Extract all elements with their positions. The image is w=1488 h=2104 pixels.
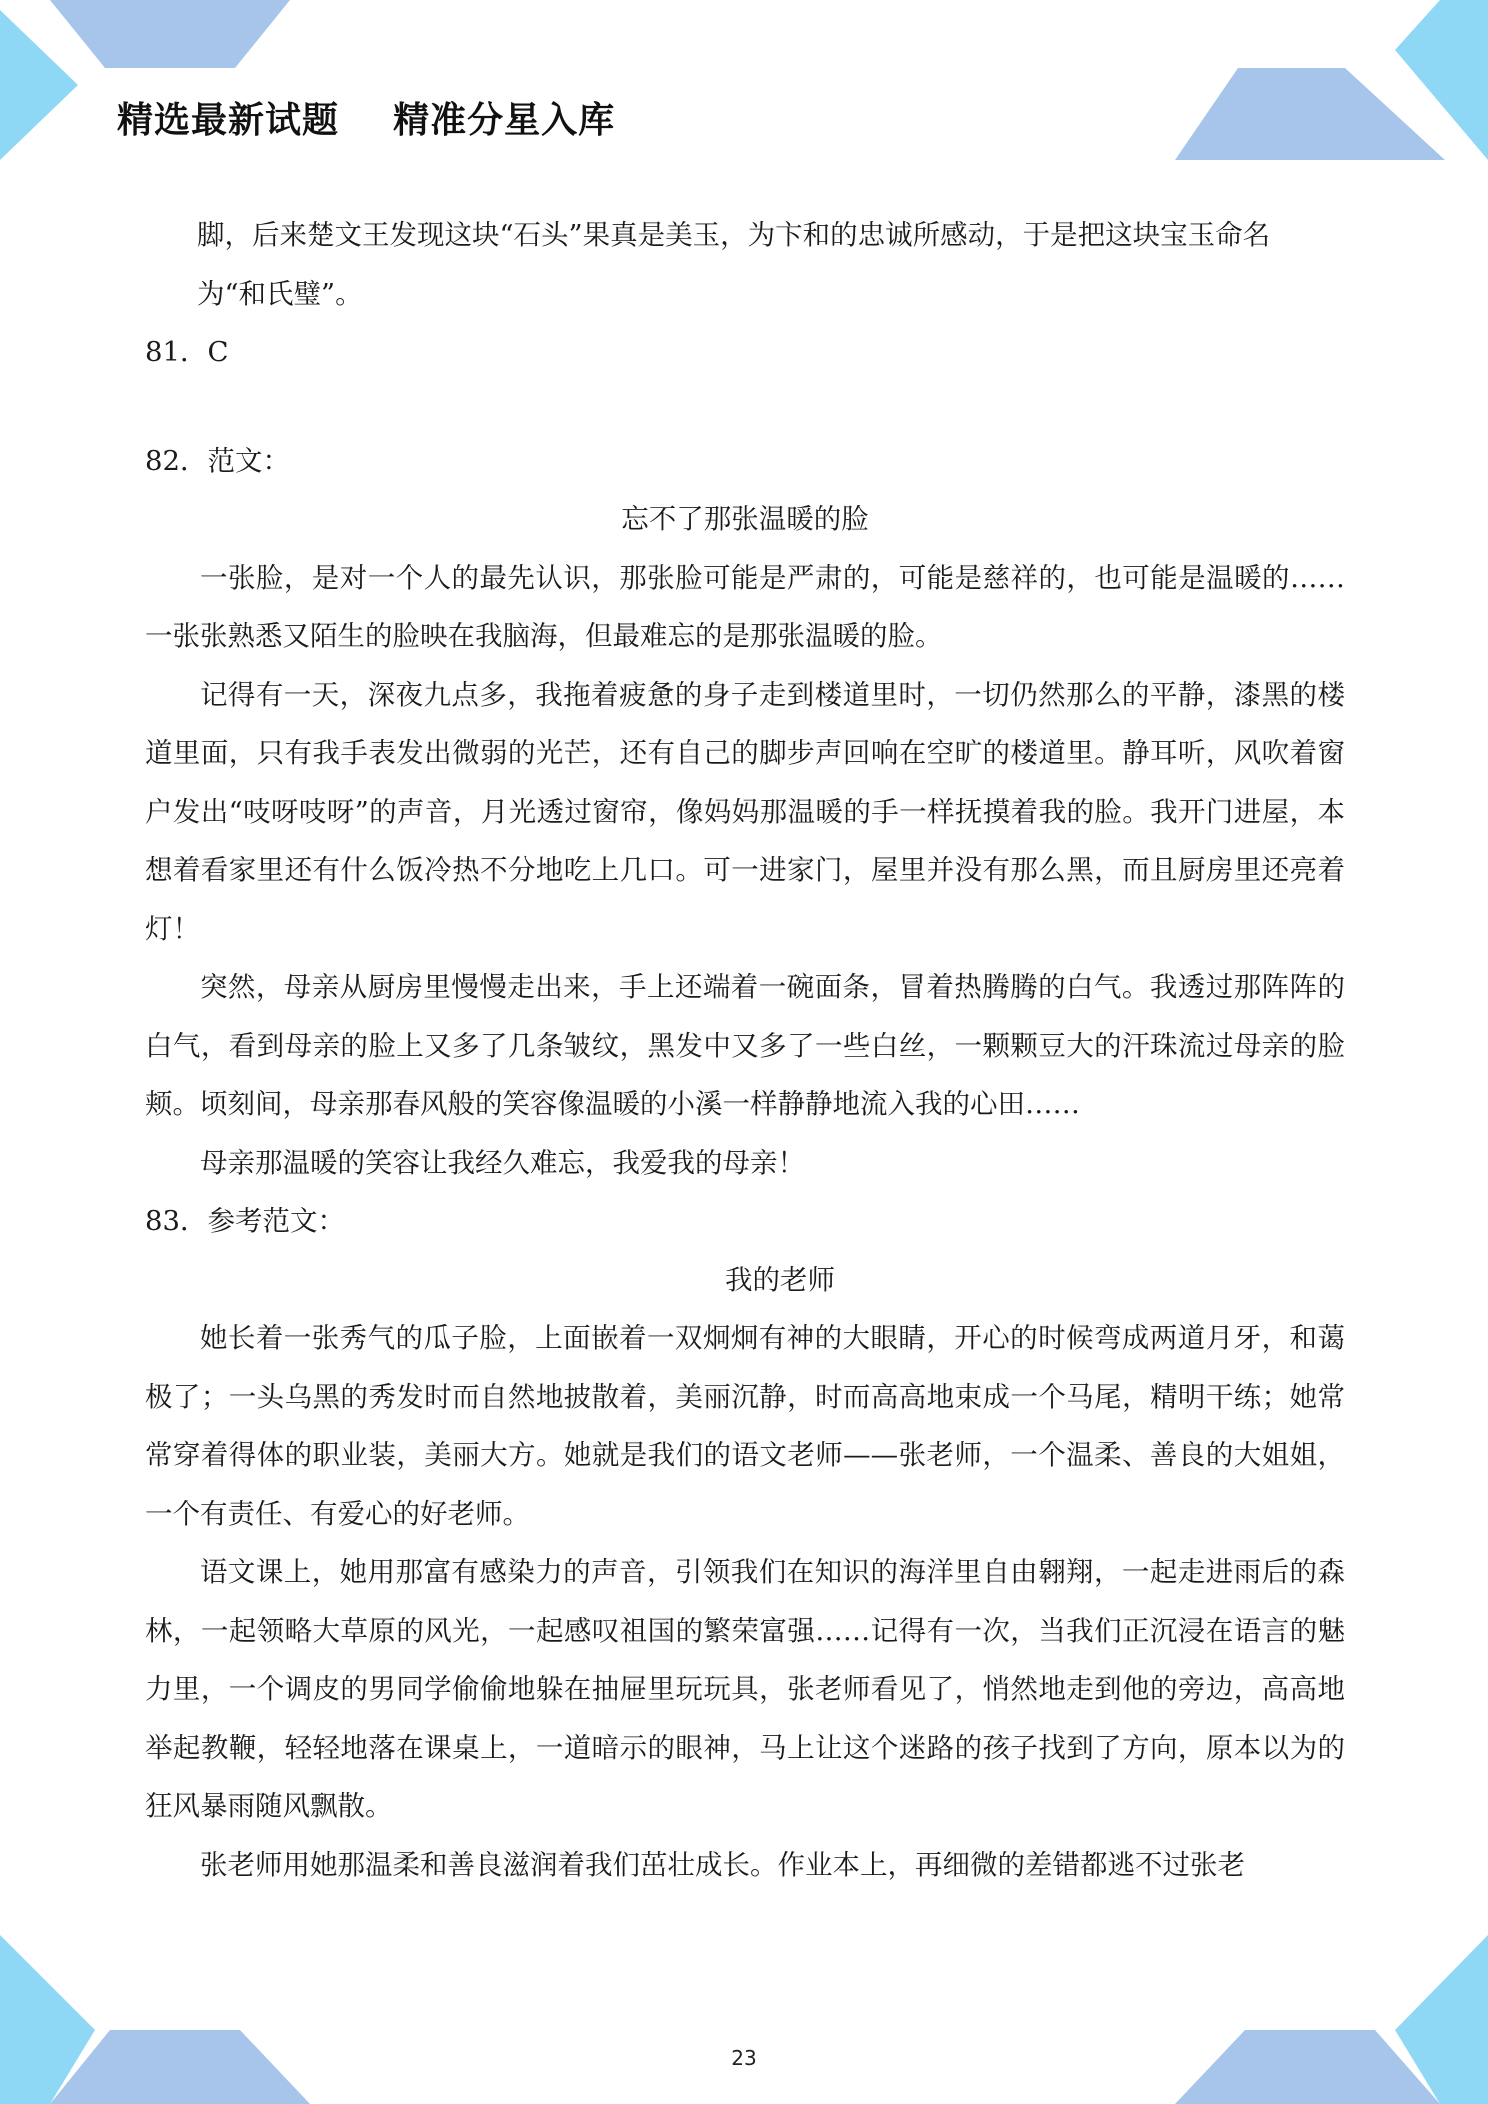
document-body [145, 206, 1345, 1894]
bottom-right-decoration [1175, 1935, 1488, 2104]
header-title: 精选最新试题 精准分星入库 [117, 100, 616, 141]
top-right-decoration [1175, 0, 1488, 160]
essay-2-paragraph-3: 张老师用她那温柔和善良滋润着我们茁壮成长。作业本上，再细微的差错都逃不过张老 [200, 1848, 1245, 1881]
blank-gap [145, 382, 1345, 432]
essay-2-paragraph-1: 她长着一张秀气的瓜子脸，上面嵌着一双炯炯有神的大眼睛，开心的时候弯成两道月牙，和蔼极了；一头乌黑的秀发时而自然地披散着，美丽沉静，时而高高地束成一个马尾，精明干练；她常常穿着得体的职业装，美丽大方。她就是我们的语文老师——张老师，一个温柔、善良的大姐姐，一个有责任、有爱心的好老师。 [145, 1322, 1345, 1530]
page-number: 23 [731, 2046, 757, 2070]
essay-1-paragraph-4: 母亲那温暖的笑容让我经久难忘，我爱我的母亲！ [200, 1146, 805, 1179]
essay-2-title: 我的老师 [725, 1263, 835, 1296]
question-83-label: 83．参考范文： [145, 1205, 345, 1237]
intro-continuation-line-2: 为“和氏璧”。 [197, 277, 363, 310]
answer-81: 81．C [145, 336, 229, 368]
essay-1-paragraph-1: 一张脸，是对一个人的最先认识，那张脸可能是严肃的，可能是慈祥的，也可能是温暖的……一张张熟悉又陌生的脸映在我脑海，但最难忘的是那张温暖的脸。 [145, 561, 1345, 652]
question-82-label: 82．范文： [145, 444, 290, 477]
essay-1-paragraph-3: 突然，母亲从厨房里慢慢走出来，手上还端着一碗面条，冒着热腾腾的白气。我透过那阵阵的白气，看到母亲的脸上又多了几条皱纹，黑发中又多了一些白丝，一颗颗豆大的汗珠流过母亲的脸颊。顷刻间，母亲那春风般的笑容像温暖的小溪一样静静地流入我的心田…… [145, 971, 1345, 1120]
intro-continuation-line-1: 脚，后来楚文王发现这块“石头”果真是美玉，为卞和的忠诚所感动，于是把这块宝玉命名 [197, 219, 1271, 251]
essay-1-title: 忘不了那张温暖的脸 [621, 503, 869, 535]
bottom-left-decoration [0, 1935, 310, 2104]
essay-1-paragraph-2: 记得有一天，深夜九点多，我拖着疲惫的身子走到楼道里时，一切仍然那么的平静，漆黑的楼道里面，只有我手表发出微弱的光芒，还有自己的脚步声回响在空旷的楼道里。静耳听，风吹着窗户发出“吱呀吱呀”的声音，月光透过窗帘，像妈妈那温暖的手一样抚摸着我的脸。我开门进屋，本想着看家里还有什么饭冷热不分地吃上几口。可一进家门，屋里并没有那么黑，而且厨房里还亮着灯！ [145, 678, 1345, 945]
essay-2-paragraph-2: 语文课上，她用那富有感染力的声音，引领我们在知识的海洋里自由翱翔，一起走进雨后的森林，一起领略大草原的风光，一起感叹祖国的繁荣富强……记得有一次，当我们正沉浸在语言的魅力里，一个调皮的男同学偷偷地躲在抽屉里玩玩具，张老师看见了，悄然地走到他的旁边，高高地举起教鞭，轻轻地落在课桌上，一道暗示的眼神，马上让这个迷路的孩子找到了方向，原本以为的狂风暴雨随风飘散。 [145, 1556, 1345, 1822]
